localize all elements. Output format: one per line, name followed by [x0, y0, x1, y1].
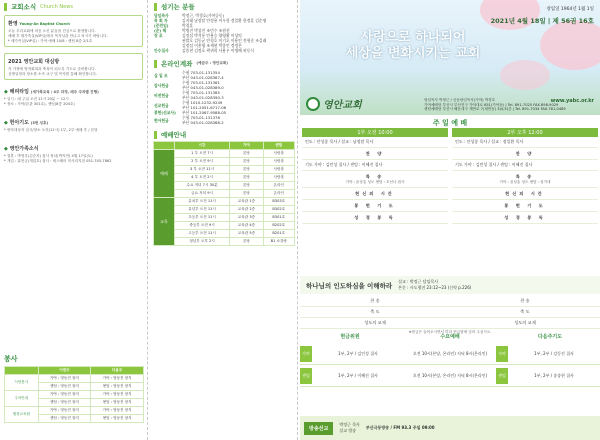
service-leader: [302, 137, 448, 148]
account-label: 헌아헌금: [154, 117, 169, 123]
news-item-title: 영안가족소식: [9, 146, 39, 152]
offering-cell: 오전 10시(본당, 온라인) 저녁 8시(온라인): [412, 372, 488, 378]
service-heading: [0, 352, 148, 366]
worship-place: 본당: [230, 182, 263, 190]
worship-time: 수요 저녁 7시 30분: [174, 182, 230, 190]
order-item-label: 찬 양: [515, 150, 535, 156]
slogan: [308, 30, 518, 62]
worship-time: 초등부 오전 11시: [174, 214, 230, 222]
worship-place: 온라인: [263, 190, 295, 198]
worship-header: [154, 142, 175, 150]
leader-text: 인도 : 안성종 목사 / 설교 : 남정말 목사: [305, 139, 374, 144]
worship-time: 2 부 오전 9시: [174, 158, 230, 166]
service-header: 다음주: [91, 367, 144, 375]
service-header: [5, 367, 39, 375]
founded-date: 창립일 1964년 1월 1일: [546, 7, 594, 12]
account-number: 부산 043-01-028390-3: [182, 95, 224, 100]
order-item: [452, 188, 598, 200]
staff-names: 김지태 남장말 안정용 이우림 정일환 한정훈 김순명: [182, 18, 267, 23]
news-item-line: * 헌아대상자 일시/장소 오전(11시) 1부, 2부 예배 후 / 본당: [4, 128, 98, 132]
welcome-title: 환영: [8, 21, 18, 27]
account-label: 감사헌금: [154, 82, 169, 88]
closing-item: 성도의 교제: [300, 318, 450, 329]
service-cell: 가야 : 영동진 장지: [91, 375, 144, 383]
order-item-sub: 가야 : 윤상흥 성도 센텀 : 조선나 집사: [345, 179, 405, 184]
worship-place: 본당: [230, 150, 263, 158]
news-item-line: * 일시 : 매 주일 오전 11시 20분 ~ 12시: [4, 97, 69, 101]
worship-time: 유치부 오전 11시: [174, 198, 230, 206]
worship-place: B202호: [263, 222, 295, 230]
info-line: 담임목사 박정근 / 공동담임목사(가야) 박경호: [424, 98, 496, 102]
worship-place: B301호: [263, 214, 295, 222]
worship-place: 사랑홀: [263, 150, 295, 158]
contact-title: 온라인계좌: [161, 60, 193, 68]
worship-time: 3 부 오전 11시: [174, 166, 230, 174]
worship-place: B303호: [263, 198, 295, 206]
campus-tag: 가야: [300, 346, 312, 362]
service-cell: 가야 : 영동진 장지: [38, 375, 91, 383]
service-header: 이번주: [38, 367, 91, 375]
worship-time: 금요 저녁 9시: [174, 190, 230, 198]
worship-group-label: 교육: [154, 198, 175, 246]
worship-place: 사랑홀: [263, 166, 295, 174]
order-item-label: 특 송: [365, 173, 385, 179]
worship-place: 사랑홀: [263, 158, 295, 166]
service-cell: 센텀 : 영동진 장지: [38, 415, 91, 423]
service-second: [452, 128, 598, 224]
slogan-line: 세상을 변화시키는 교회: [345, 46, 481, 61]
order-item: [302, 212, 448, 224]
sermon-text: 본문 : 사도행전 23:12~23 (신약 p.226): [398, 285, 472, 290]
prayer-row: [302, 160, 448, 171]
offering-cell: 1부, 2부 / 이혜진 집사: [338, 372, 378, 378]
worship-place: B302호: [263, 206, 295, 214]
worship-place: 교육관 5층: [230, 230, 263, 238]
service-group: 행정교육원: [5, 407, 39, 423]
issue-meta: [491, 6, 594, 25]
heading-bar: [154, 131, 157, 139]
column-church-news: [0, 0, 148, 440]
order-item-label: 헌신의 시간: [355, 190, 395, 196]
worship-place: B1 소강당: [263, 238, 295, 246]
church-news-en: Church News: [40, 3, 73, 10]
contact-sub: (예금주 : 영안교회): [196, 61, 228, 65]
service-title: 봉사: [4, 355, 18, 363]
order-item: [452, 148, 598, 160]
service-cell: 가야 : 영동진 장지: [91, 391, 144, 399]
offering-head: 다음주기도: [537, 334, 563, 340]
worship-place: 사랑홀: [263, 174, 295, 182]
broadcast-info: [339, 422, 360, 434]
church-news-heading: [0, 0, 147, 13]
offering-heads: [300, 333, 600, 340]
news-item: [0, 133, 147, 164]
heading-bar: [4, 3, 7, 11]
hero-banner: [300, 0, 600, 115]
offering-head: 현금위원: [340, 334, 360, 340]
welcome-line: 오늘 우리교회에 처음 오신 분들을 진심으로 환영합니다.: [8, 29, 96, 33]
staff-names: 김정섭 박석룡 안용승 양영황 이성익: [182, 33, 242, 38]
welcome-title-en: Young-An Baptist Church: [19, 22, 70, 26]
service-cell: 센텀 : 영동진 장지: [91, 415, 144, 423]
service-group: 주차안내: [5, 391, 39, 407]
account-number: 수협 703-01-131385: [182, 90, 220, 95]
staff-names: 김정섭 이홍영 조세현 박종인 정정은: [182, 43, 242, 48]
worship-place: 본당: [230, 174, 263, 182]
offering-row: [300, 365, 600, 387]
issue-date: 2021년 4월 18일 | 제 56권 16호: [490, 17, 594, 25]
staff-names: 권발호 김동균 안경호 이기호 이용인 전형준 조길래: [182, 38, 267, 43]
order-item-sub: 가야 : 윤상흥 성도 센텀 : 성가대: [499, 179, 551, 184]
worship-main-title: 주 일 예 배: [432, 119, 468, 127]
service-head: 2부 오후 12:00: [452, 128, 598, 137]
order-item: [302, 171, 448, 188]
slogan-line: 사랑으로 하나되어: [360, 30, 466, 45]
staff-table: [153, 13, 295, 53]
staff-role: (준전임): [154, 23, 169, 28]
worship-time: 고등부 오전 11시: [174, 230, 230, 238]
broadcast-footer: [300, 416, 600, 440]
order-item: [302, 188, 448, 200]
worship-place: 본당: [230, 190, 263, 198]
closing-item: 성도의 교제: [450, 318, 600, 329]
motto-line: 각 가정에 영적회복과 축복이 되도록 기도로 준비합니다.: [8, 67, 96, 71]
closing-item: 축 도: [450, 307, 600, 318]
heading-bar: [154, 60, 157, 68]
column-worship-order: [300, 0, 600, 440]
worship-time: 1 부 오전 7시: [174, 150, 230, 158]
account-number: 부산 101-2067-9588-05: [182, 110, 227, 115]
order-item: [452, 212, 598, 224]
welcome-line: 예배 후 새가족실(VIP실)에서 목자님을 만나고 차시기 바랍니다.: [8, 34, 108, 38]
worship-time: 청년부 오후 2시: [174, 238, 230, 246]
offering-table: [300, 343, 600, 387]
worship-heading: [150, 128, 297, 141]
news-item-title: 헌아기도: [9, 120, 29, 126]
staff-title: 섬기는 분들: [161, 3, 195, 11]
service-first: [302, 128, 448, 224]
service-table: [4, 366, 144, 423]
news-item-sub: (새가족교육 / 4주 과정, 매주 주차별 진행): [30, 90, 99, 94]
worship-place: 온라인: [263, 182, 295, 190]
worship-place: 교육관 1층: [230, 198, 263, 206]
worship-place: B201호: [263, 230, 295, 238]
account-label: 선교헌금: [154, 102, 169, 108]
account-number: 부산 043-01-028389-0: [182, 85, 224, 90]
logo-icon: [306, 97, 320, 111]
service-cell: 센텀 : 영동진 장지: [91, 383, 144, 391]
offering-cell: 1부, 2부 / 강동진 집사: [534, 350, 574, 356]
heading-bar: [154, 3, 157, 11]
service-leader: [452, 137, 598, 148]
order-item-label: 봉 헌 기 도: [504, 202, 546, 208]
accounts-table: [153, 70, 295, 125]
staff-names: 박정근, 박경호(가야공동): [182, 13, 225, 18]
logo-name: 영안교회: [323, 100, 362, 111]
closing-item: 찬 송: [300, 296, 450, 307]
worship-title: 예배안내: [161, 131, 187, 139]
order-item: [452, 200, 598, 212]
news-item: [0, 107, 147, 133]
service-cell: 센텀 : 영동진 장지: [38, 383, 91, 391]
service-section: [0, 352, 148, 423]
info-line: 센텀예배당 부산시 해운대구 재반로 7(재반동) 3(4,5)층 | Tel. 891-7034 FAX.781-0489: [424, 107, 566, 111]
service-cell: 가야 : 영동진 장지: [38, 391, 91, 399]
prayer-text: 기도 가야 : 김민성 집사 / 센텀 : 이혜진 집사: [455, 162, 533, 167]
broadcast-line: 박정근 목사: [339, 422, 360, 427]
staff-names: 박경훈: [182, 23, 194, 28]
motto-title: 2021 영안교회 대심방: [8, 59, 60, 65]
account-number: 부산 043-01-028387-4: [182, 75, 224, 80]
campus-tag: 가야: [496, 346, 508, 362]
diamond-icon: ◆: [4, 146, 8, 152]
account-label: 비전헌금: [154, 92, 169, 98]
campus-tag: 센텀: [300, 368, 312, 384]
church-logo: [306, 96, 362, 111]
welcome-box: [4, 15, 143, 47]
order-item-label: 봉 헌 기 도: [354, 202, 396, 208]
campus-tag: 센텀: [496, 368, 508, 384]
order-item: [302, 148, 448, 160]
blossom-decoration: [500, 60, 550, 90]
diamond-icon: ◆: [4, 89, 8, 95]
worship-place: 본당: [230, 158, 263, 166]
service-cell: 가야 : 영동진 장지: [38, 407, 91, 415]
order-item: [302, 200, 448, 212]
news-item-line: * 결혼 : 박영우(김순자) 집사 장녀(박지연) 4월 17일(토): [4, 154, 93, 158]
service-cell: 센텀 : 영동진 장지: [91, 399, 144, 407]
worship-header: 센텀: [263, 142, 295, 150]
order-item-label: 특 송: [515, 173, 535, 179]
motto-line: 심방일정과 장소를 소속 교구 및 목자를 통해 확인합니다.: [8, 72, 97, 76]
column-staff: [150, 0, 298, 440]
staff-heading: [150, 0, 297, 13]
staff-role: 장 로: [154, 33, 163, 38]
news-item-line: * 개업 : 휴먼금(개업호) 집사 : 세스헤어 미사리지점 051-745-7862: [4, 159, 112, 163]
account-number: 부산 043-01-028388-2: [182, 120, 224, 125]
church-news-title: 교회소식: [11, 3, 37, 11]
order-item-label: 헌신의 시간: [505, 190, 545, 196]
closing-order: [300, 296, 600, 335]
worship-group-label: 예배: [154, 150, 175, 198]
worship-place: 본당: [230, 238, 263, 246]
church-info: [424, 98, 566, 112]
staff-role: 안수집사: [154, 48, 169, 53]
news-item: [0, 82, 147, 107]
closing-item: 찬 송: [450, 296, 600, 307]
blossom-decoration: [540, 20, 600, 70]
prayer-row: [452, 160, 598, 171]
service-group: 식당봉사: [5, 375, 39, 391]
order-item-label: 성 경 봉 독: [504, 214, 546, 220]
account-number: 수협 1010-1232-9249: [182, 100, 223, 105]
staff-role: 담임목사: [154, 13, 169, 18]
broadcast-label: 방송선교: [304, 422, 333, 435]
service-cell: 센텀 : 영동진 장지: [38, 399, 91, 407]
worship-place: 교육관 3층: [230, 214, 263, 222]
account-label: 봉헌(선교사): [154, 110, 176, 115]
account-number: 수협 703-01-131354: [182, 70, 220, 75]
info-line: 가야예배당 부산시 부산진구 가야대로 651(가야동) | Tel. 891-7025 FAX.898-9029: [424, 102, 559, 107]
service-head: 1부 오전 10:00: [302, 128, 448, 137]
worship-time: 4 부 오전 2시: [174, 174, 230, 182]
service-cell: 가야 : 영동진 장지: [91, 407, 144, 415]
account-number: 수협 703-01-131378: [182, 115, 220, 120]
closing-note: ※헌금은 들어오시면서 미리 헌금함에 넣어 주십시오.: [408, 330, 492, 334]
broadcast-line: 설교 방송: [339, 428, 357, 433]
news-item-sub: (3번 성호): [30, 121, 49, 125]
order-item-label: 찬 양: [365, 150, 385, 156]
website-url[interactable]: www.yabc.or.kr: [550, 98, 594, 104]
worship-header: 가야: [230, 142, 263, 150]
staff-role: 목 회 자: [154, 18, 168, 23]
worship-place: 교육관 2층: [230, 206, 263, 214]
order-item-label: 성 경 봉 독: [354, 214, 396, 220]
worship-place: 교육관 4층: [230, 222, 263, 230]
worship-table: [153, 141, 295, 246]
leader-text: 인도 : 안성종 목사 / 설교 : 정일환 목사: [455, 139, 524, 144]
account-number: 부산 101-2051-6717-06: [182, 105, 227, 110]
offering-cell: 1부, 2부 / 김인성 집사: [338, 350, 378, 356]
closing-item: 축 도: [300, 307, 450, 318]
worship-time: 중등부 오전 9시: [174, 222, 230, 230]
offering-head: 수요예배: [440, 334, 460, 340]
news-item-title: 해피타임: [9, 89, 29, 95]
offering-cell: 오전 10시(본당, 온라인) 저녁 8시(온라인): [412, 350, 488, 356]
worship-time: 유년부 오전 11시: [174, 206, 230, 214]
news-item-line: * 장소 : 가야(본관 301호), 센텀(8층 204호): [4, 102, 75, 106]
staff-names: 박병진 박상진 조민수 조원선: [182, 28, 230, 33]
worship-place: 본당: [230, 166, 263, 174]
offering-row: [300, 343, 600, 365]
contact-heading: [150, 57, 297, 70]
diamond-icon: ◆: [4, 120, 8, 126]
offering-cell: 1부, 2부 / 송종현 집사: [534, 372, 574, 378]
broadcast-line: 부산극동방송 / FM 93.3 주일 09:00: [365, 425, 435, 430]
account-number: 수협 703-01-131361: [182, 80, 220, 85]
staff-role: (순) 헤: [154, 28, 167, 33]
prayer-text: 기도 가야 : 김인성 집사 / 센텀 : 이혜진 집사: [305, 162, 383, 167]
sermon-band: [300, 276, 600, 294]
sermon-preacher: 설교 : 박정근 담임목사: [398, 279, 439, 284]
worship-header: 시간: [174, 142, 230, 150]
welcome-line: * 새가족실(VIP실) : 가야 예배 10/8 : 센텀 8층 2/1호: [8, 39, 93, 43]
sermon-title: 하나님의 인도하심을 이해하라: [306, 281, 393, 290]
account-label: 십 일 조: [154, 72, 168, 78]
staff-names: 김종현 김정호 곽귀희 사용우 이병례 허동식: [182, 48, 255, 53]
motto-box: [4, 53, 143, 80]
order-item: [452, 171, 598, 188]
